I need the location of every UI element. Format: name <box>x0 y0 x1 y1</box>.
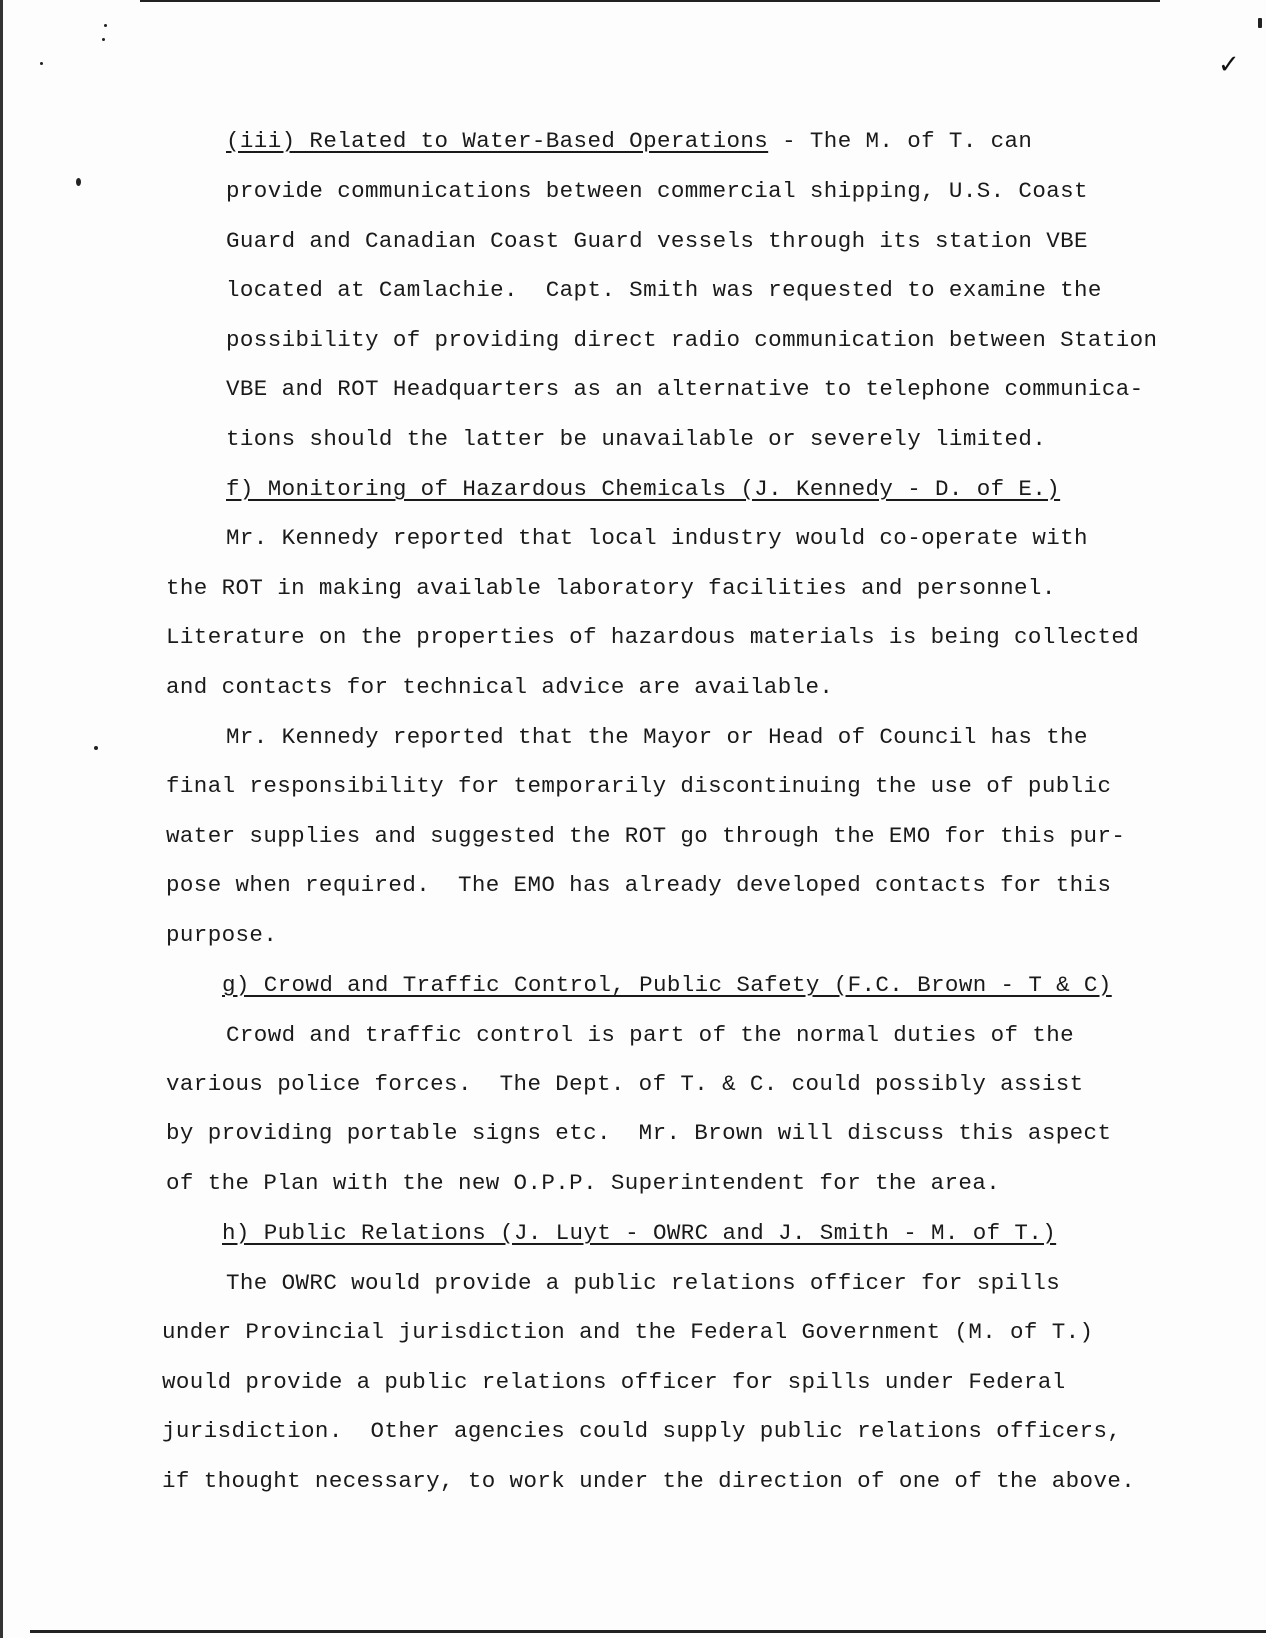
section-g-line: various police forces. The Dept. of T. & C. could possibly assist <box>166 1071 1084 1097</box>
section-f-para2-line: pose when required. The EMO has already developed contacts for this <box>166 872 1112 898</box>
section-iii-line: tions should the latter be unavailable or severely limited. <box>226 426 1047 452</box>
section-f-para1-line: Literature on the properties of hazardous materials is being collected <box>166 624 1140 650</box>
section-iii-line: Guard and Canadian Coast Guard vessels through its station VBE <box>226 228 1088 254</box>
check-mark-icon: ✓ <box>1218 50 1240 80</box>
section-iii-line: possibility of providing direct radio communication between Station <box>226 327 1158 353</box>
scan-bottom-edge <box>30 1630 1266 1633</box>
section-f-para2-line: final responsibility for temporarily discontinuing the use of public <box>166 773 1112 799</box>
section-h-heading: h) Public Relations (J. Luyt - OWRC and J. Smith - M. of T.) <box>222 1220 1057 1246</box>
scan-speck <box>104 24 107 27</box>
section-h-line: jurisdiction. Other agencies could supply public relations officers, <box>162 1418 1122 1444</box>
section-h-line: if thought necessary, to work under the direction of one of the above. <box>162 1468 1136 1494</box>
section-f-para2-line: purpose. <box>166 922 278 948</box>
section-iii-line: located at Camlachie. Capt. Smith was requested to examine the <box>226 277 1102 303</box>
section-h-line: would provide a public relations officer for spills under Federal <box>162 1369 1066 1395</box>
section-iii-first-line: (iii) Related to Water-Based Operations - The M. of T. can <box>226 128 1033 154</box>
section-h-line: The OWRC would provide a public relations officer for spills <box>226 1270 1061 1296</box>
section-f-para2-line: Mr. Kennedy reported that the Mayor or Head of Council has the <box>226 724 1088 750</box>
scan-speck <box>94 746 98 750</box>
section-h-line: under Provincial jurisdiction and the Federal Government (M. of T.) <box>162 1319 1094 1345</box>
scan-speck <box>40 62 43 65</box>
section-iii-line: VBE and ROT Headquarters as an alternative to telephone communica- <box>226 376 1144 402</box>
scan-speck <box>102 38 105 41</box>
punch-mark <box>76 178 81 186</box>
section-g-line: of the Plan with the new O.P.P. Superintendent for the area. <box>166 1170 1001 1196</box>
section-g-heading: g) Crowd and Traffic Control, Public Safety (F.C. Brown - T & C) <box>222 972 1112 998</box>
scan-left-edge <box>0 0 3 1638</box>
section-f-para1-line: the ROT in making available laboratory facilities and personnel. <box>166 575 1056 601</box>
scan-speck <box>1258 18 1262 28</box>
section-iii-heading: (iii) Related to Water-Based Operations <box>226 128 769 154</box>
section-g-line: Crowd and traffic control is part of the normal duties of the <box>226 1022 1075 1048</box>
section-f-heading: f) Monitoring of Hazardous Chemicals (J. Kennedy - D. of E.) <box>226 476 1061 502</box>
section-f-para2-line: water supplies and suggested the ROT go through the EMO for this pur- <box>166 823 1126 849</box>
section-f-para1-line: Mr. Kennedy reported that local industry would co-operate with <box>226 525 1088 551</box>
section-iii-line: provide communications between commercial shipping, U.S. Coast <box>226 178 1088 204</box>
scan-top-edge <box>140 0 1160 2</box>
section-f-para1-line: and contacts for technical advice are available. <box>166 674 834 700</box>
section-g-line: by providing portable signs etc. Mr. Brown will discuss this aspect <box>166 1120 1112 1146</box>
